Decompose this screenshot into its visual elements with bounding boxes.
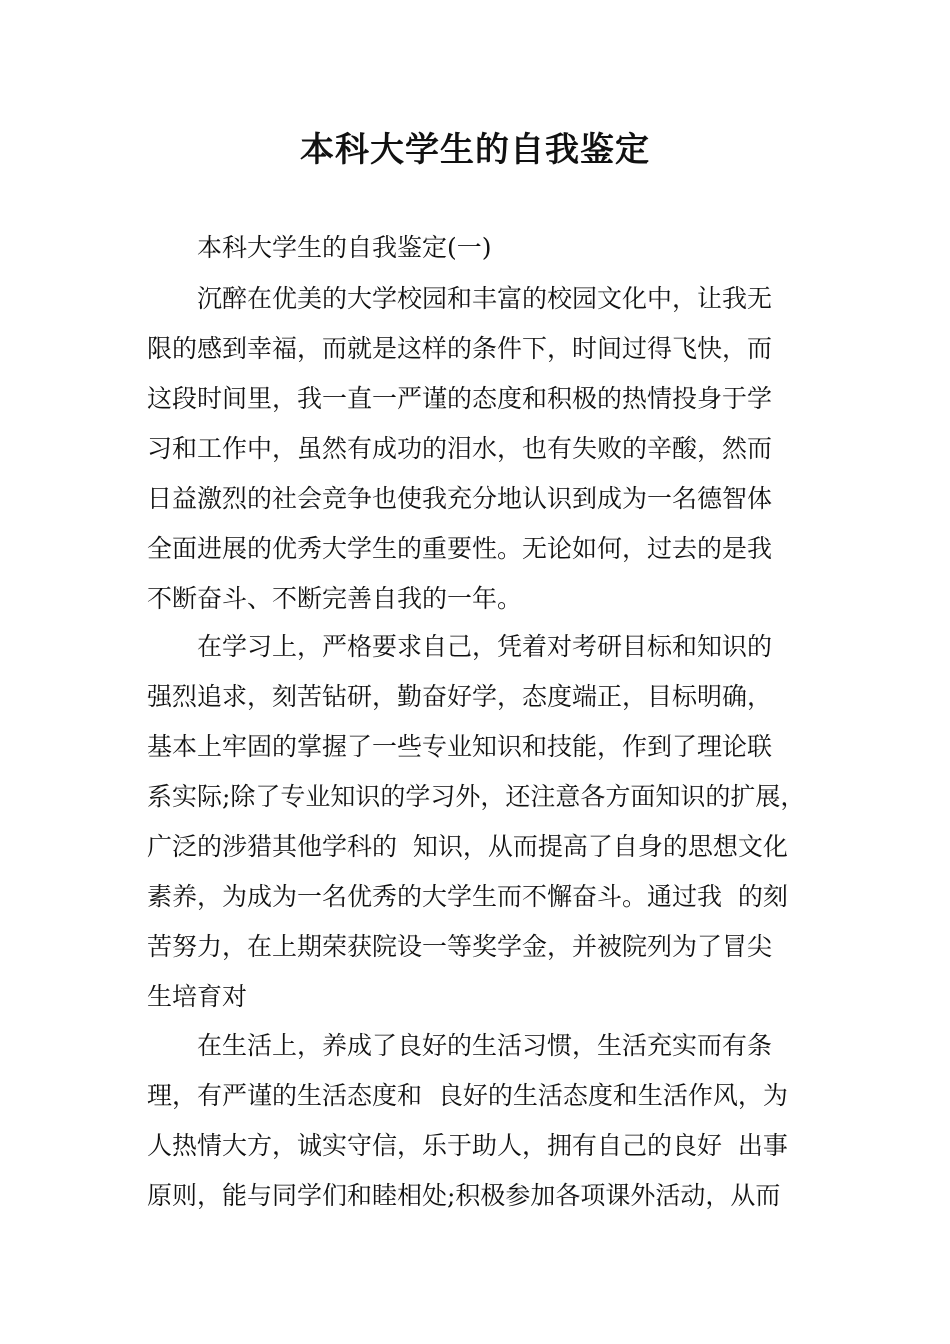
body-line: 全面进展的优秀大学生的重要性。无论如何，过去的是我 [147,534,773,563]
body-line: 素养，为成为一名优秀的大学生而不懈奋斗。通过我 的刻 [147,882,788,911]
body-line: 理，有严谨的生活态度和 良好的生活态度和生活作风，为 [147,1081,788,1110]
body-line: 原则，能与同学们和睦相处;积极参加各项课外活动，从而 [147,1181,781,1210]
body-line: 苦努力，在上期荣获院设一等奖学金，并被院列为了冒尖 [147,932,773,961]
body-line: 在生活上，养成了良好的生活习惯，生活充实而有条 [197,1031,773,1060]
section-heading: 本科大学生的自我鉴定(一) [197,233,492,262]
body-line: 人热情大方，诚实守信，乐于助人，拥有自己的良好 出事 [147,1131,788,1160]
body-line: 广泛的涉猎其他学科的 知识，从而提高了自身的思想文化 [147,832,788,861]
body-line: 系实际;除了专业知识的学习外，还注意各方面知识的扩展， [147,782,806,811]
document-title: 本科大学生的自我鉴定 [300,130,650,170]
body-line: 习和工作中，虽然有成功的泪水，也有失败的辛酸，然而 [147,434,773,463]
body-line: 在学习上，严格要求自己，凭着对考研目标和知识的 [197,632,773,661]
body-line: 沉醉在优美的大学校园和丰富的校园文化中，让我无 [197,284,773,313]
body-line: 这段时间里，我一直一严谨的态度和积极的热情投身于学 [147,384,773,413]
body-line: 日益激烈的社会竞争也使我充分地认识到成为一名德智体 [147,484,773,513]
body-line: 生培育对 [147,982,248,1011]
body-line: 不断奋斗、不断完善自我的一年。 [147,584,523,613]
body-line: 基本上牢固的掌握了一些专业知识和技能，作到了理论联 [147,732,773,761]
body-line: 强烈追求，刻苦钻研，勤奋好学，态度端正，目标明确， [147,682,773,711]
body-line: 限的感到幸福，而就是这样的条件下，时间过得飞快，而 [147,334,773,363]
